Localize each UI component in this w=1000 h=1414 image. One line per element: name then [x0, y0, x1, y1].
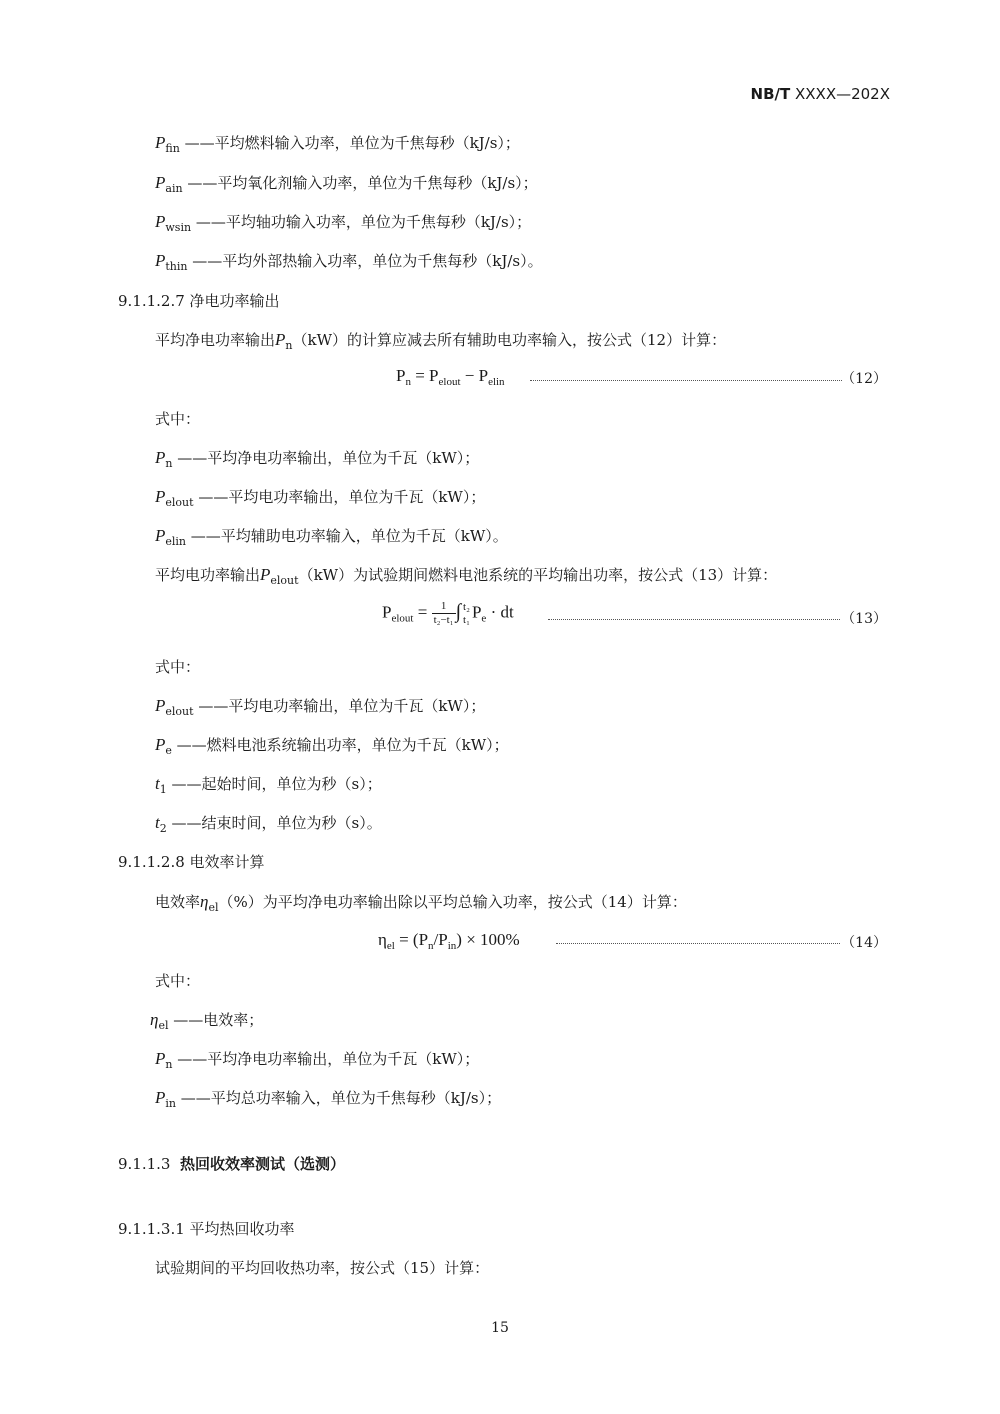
definition-p-ain: $P_{ain}$ ——平均氧化剂输入功率，单位为千焦每秒（kJ/s）； [155, 173, 538, 195]
equation-number-14: （14） [841, 935, 887, 951]
integral-sign: ∫ [455, 600, 462, 623]
page-number: 15 [491, 1320, 509, 1336]
section-heading-9-1-1-3: 9.1.1.3 热回收效率测试（选测） [118, 1155, 346, 1173]
paragraph-eq15-intro: 试验期间的平均回收热功率，按公式（15）计算： [155, 1259, 490, 1277]
definition-t2: $t_2$ ——结束时间，单位为秒（s）。 [155, 813, 382, 835]
equation-leader-dots [530, 380, 842, 381]
equation-leader-dots [556, 943, 840, 944]
definition-p-elout: $P_{elout}$ ——平均电功率输出，单位为千瓦（kW）； [155, 696, 486, 718]
equation-number-13: （13） [841, 611, 887, 627]
where-label: 式中： [155, 658, 201, 676]
definition-t1: $t_1$ ——起始时间，单位为秒（s）； [155, 774, 382, 796]
fraction: $\frac{1}{\text{t₂−t₁}}$ [433, 600, 454, 626]
paragraph-eq14-intro: 电效率$\eta_{el}(\%)$为平均净电功率输出除以平均总输入功率，按公式（14）计算： [155, 892, 687, 914]
integral-limits: t₂ t₁ [463, 600, 470, 626]
section-heading-9-1-1-3-1: 9.1.1.3.1 平均热回收功率 [118, 1220, 295, 1238]
equation-13: $P_{elout}$ = $\frac{1}{\text{t₂−t₁}}$ ∫ t₂ t₁ $P_e$ · dt [382, 600, 514, 626]
definition-p-wsin: $P_{wsin}$ ——平均轴功输入功率，单位为千焦每秒（kJ/s）； [155, 212, 532, 234]
definition-p-in: $P_{in}$ ——平均总功率输入，单位为千焦每秒（kJ/s）； [155, 1088, 502, 1110]
definition-p-elin: $P_{elin}$ ——平均辅助电功率输入，单位为千瓦（kW）。 [155, 526, 508, 548]
definition-eta-el: $\eta_{el}$ ——电效率； [150, 1010, 264, 1032]
where-label: 式中： [155, 410, 201, 428]
definition-p-n: $P_n$ ——平均净电功率输出，单位为千瓦（kW）； [155, 448, 480, 470]
section-heading-9-1-1-2-8: 9.1.1.2.8 电效率计算 [118, 853, 265, 871]
paragraph-eq13-intro: 平均电功率输出$P_{elout}(kW)$为试验期间燃料电池系统的平均输出功率，按公式（13）计算： [155, 565, 778, 587]
definition-p-n: $P_n$ ——平均净电功率输出，单位为千瓦（kW）； [155, 1049, 480, 1071]
definition-p-e: $P_e$ ——燃料电池系统输出功率，单位为千瓦（kW）； [155, 735, 509, 757]
definition-p-fin: $P_{fin}$ ——平均燃料输入功率，单位为千焦每秒（kJ/s）； [155, 133, 520, 155]
equation-number-12: （12） [841, 371, 887, 387]
paragraph-eq12-intro: 平均净电功率输出$P_n(kW)$的计算应减去所有辅助电功率输入，按公式（12）计算： [155, 330, 727, 352]
equation-leader-dots [548, 619, 840, 620]
definition-p-elout: $P_{elout}$ ——平均电功率输出，单位为千瓦（kW）； [155, 487, 486, 509]
section-heading-9-1-1-2-7: 9.1.1.2.7 净电功率输出 [118, 292, 280, 310]
equation-14: $\eta_{el} = (P_n/P_{in}) \times 100\%$ [378, 930, 520, 952]
definition-p-thin: $P_{thin}$ ——平均外部热输入功率，单位为千焦每秒（kJ/s）。 [155, 251, 543, 273]
equation-12: $P_n = P_{elout} - P_{elin}$ [396, 366, 505, 388]
where-label: 式中： [155, 972, 201, 990]
document-code: NB/T XXXX—202X [750, 85, 890, 103]
